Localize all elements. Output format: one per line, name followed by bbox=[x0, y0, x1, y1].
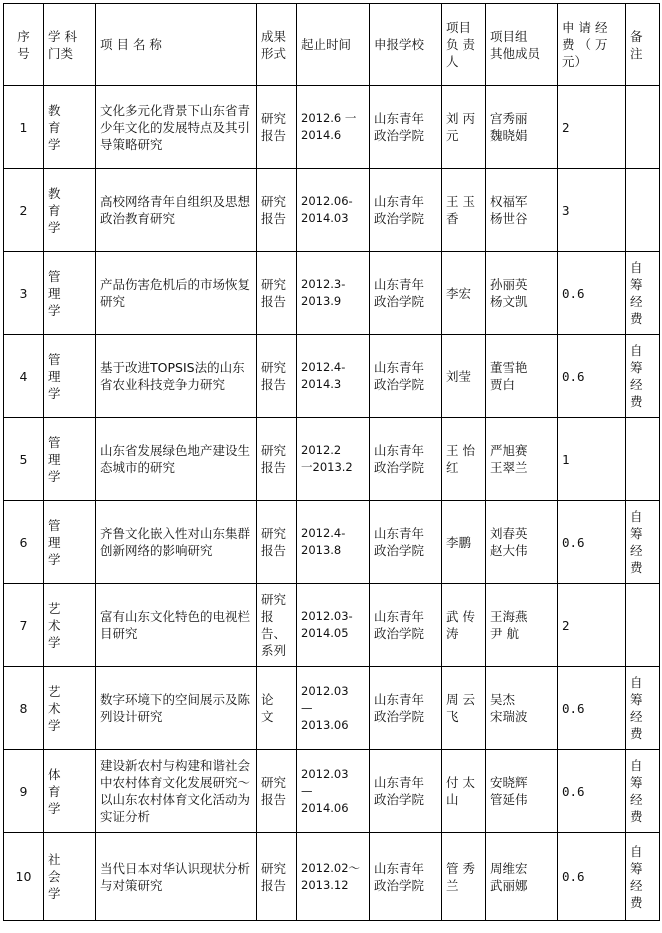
cell-result-form: 研究 报告 bbox=[257, 169, 297, 252]
table-row bbox=[4, 750, 660, 833]
header-members: 项目组 其他成员 bbox=[486, 4, 558, 86]
cell-members: 权福军 杨世谷 bbox=[486, 169, 558, 252]
header-no: 序 号 bbox=[4, 4, 44, 86]
cell-project-name: 文化多元化背景下山东省青少年文化的发展特点及其引导策略研究 bbox=[96, 86, 257, 169]
cell-fund: 2 bbox=[558, 584, 626, 667]
cell-project-name: 数字环境下的空间展示及陈列设计研究 bbox=[96, 667, 257, 750]
header-period: 起止时间 bbox=[297, 4, 370, 86]
table-row bbox=[4, 86, 660, 169]
cell-members: 严旭赛 王翠兰 bbox=[486, 418, 558, 501]
cell-period: 2012.06- 2014.03 bbox=[297, 169, 370, 252]
cell-school: 山东青年 政治学院 bbox=[370, 501, 442, 584]
cell-no: 9 bbox=[4, 750, 44, 833]
cell-project-name: 齐鲁文化嵌入性对山东集群创新网络的影响研究 bbox=[96, 501, 257, 584]
cell-discipline: 管 理 学 bbox=[44, 418, 96, 501]
cell-leader: 付 太 山 bbox=[442, 750, 486, 833]
table-row bbox=[4, 335, 660, 418]
cell-project-name: 基于改进TOPSIS法的山东省农业科技竞争力研究 bbox=[96, 335, 257, 418]
cell-leader: 王 玉 香 bbox=[442, 169, 486, 252]
cell-result-form: 研究 报告 bbox=[257, 501, 297, 584]
cell-school: 山东青年 政治学院 bbox=[370, 667, 442, 750]
cell-members: 安晓辉 管延伟 bbox=[486, 750, 558, 833]
cell-no: 4 bbox=[4, 335, 44, 418]
table-row bbox=[4, 169, 660, 252]
cell-note bbox=[626, 86, 660, 169]
cell-school: 山东青年 政治学院 bbox=[370, 252, 442, 335]
cell-leader: 周 云 飞 bbox=[442, 667, 486, 750]
header-discipline: 学 科 门类 bbox=[44, 4, 96, 86]
cell-note: 自 筹 经 费 bbox=[626, 833, 660, 921]
cell-period: 2012.03 — 2013.06 bbox=[297, 667, 370, 750]
cell-discipline: 教 育 学 bbox=[44, 86, 96, 169]
cell-result-form: 研究 报告 bbox=[257, 335, 297, 418]
cell-fund: 0.6 bbox=[558, 252, 626, 335]
cell-note: 自 筹 经 费 bbox=[626, 750, 660, 833]
cell-school: 山东青年 政治学院 bbox=[370, 584, 442, 667]
cell-project-name: 山东省发展绿色地产建设生态城市的研究 bbox=[96, 418, 257, 501]
cell-fund: 0.6 bbox=[558, 750, 626, 833]
cell-fund: 2 bbox=[558, 86, 626, 169]
cell-result-form: 研究 报告、 系列 bbox=[257, 584, 297, 667]
cell-discipline: 管 理 学 bbox=[44, 335, 96, 418]
cell-period: 2012.3- 2013.9 bbox=[297, 252, 370, 335]
cell-project-name: 建设新农村与构建和谐社会中农村体育文化发展研究～以山东农村体育文化活动为实证分析 bbox=[96, 750, 257, 833]
cell-leader: 李鹏 bbox=[442, 501, 486, 584]
cell-discipline: 体 育 学 bbox=[44, 750, 96, 833]
table-row bbox=[4, 833, 660, 921]
table-row bbox=[4, 252, 660, 335]
cell-discipline: 艺 术 学 bbox=[44, 667, 96, 750]
cell-leader: 管 秀 兰 bbox=[442, 833, 486, 921]
cell-fund: 0.6 bbox=[558, 833, 626, 921]
header-project-name: 项 目 名 称 bbox=[96, 4, 257, 86]
header-row bbox=[4, 4, 660, 86]
cell-leader: 王 怡 红 bbox=[442, 418, 486, 501]
cell-no: 5 bbox=[4, 418, 44, 501]
cell-period: 2012.02～ 2013.12 bbox=[297, 833, 370, 921]
cell-fund: 0.6 bbox=[558, 335, 626, 418]
cell-school: 山东青年 政治学院 bbox=[370, 335, 442, 418]
header-result-form: 成果 形式 bbox=[257, 4, 297, 86]
table-row bbox=[4, 667, 660, 750]
cell-school: 山东青年 政治学院 bbox=[370, 833, 442, 921]
cell-project-name: 产品伤害危机后的市场恢复研究 bbox=[96, 252, 257, 335]
cell-leader: 刘莹 bbox=[442, 335, 486, 418]
cell-note: 自 筹 经 费 bbox=[626, 667, 660, 750]
cell-project-name: 高校网络青年自组织及思想政治教育研究 bbox=[96, 169, 257, 252]
cell-fund: 0.6 bbox=[558, 501, 626, 584]
cell-period: 2012.4- 2014.3 bbox=[297, 335, 370, 418]
cell-result-form: 研究 报告 bbox=[257, 86, 297, 169]
cell-no: 1 bbox=[4, 86, 44, 169]
header-leader: 项目 负 责 人 bbox=[442, 4, 486, 86]
cell-period: 2012.2 一2013.2 bbox=[297, 418, 370, 501]
cell-leader: 武 传 涛 bbox=[442, 584, 486, 667]
cell-discipline: 管 理 学 bbox=[44, 501, 96, 584]
cell-fund: 0.6 bbox=[558, 667, 626, 750]
cell-no: 10 bbox=[4, 833, 44, 921]
cell-school: 山东青年 政治学院 bbox=[370, 418, 442, 501]
cell-result-form: 研究 报告 bbox=[257, 418, 297, 501]
cell-members: 王海燕 尹 航 bbox=[486, 584, 558, 667]
table-row bbox=[4, 418, 660, 501]
cell-note: 自 筹 经 费 bbox=[626, 335, 660, 418]
cell-members: 周维宏 武丽娜 bbox=[486, 833, 558, 921]
cell-school: 山东青年 政治学院 bbox=[370, 86, 442, 169]
cell-members: 董雪艳 贾白 bbox=[486, 335, 558, 418]
cell-members: 孙丽英 杨文凯 bbox=[486, 252, 558, 335]
cell-project-name: 富有山东文化特色的电视栏目研究 bbox=[96, 584, 257, 667]
cell-leader: 刘 丙 元 bbox=[442, 86, 486, 169]
project-table bbox=[3, 3, 660, 921]
header-school: 申报学校 bbox=[370, 4, 442, 86]
cell-leader: 李宏 bbox=[442, 252, 486, 335]
cell-period: 2012.4- 2013.8 bbox=[297, 501, 370, 584]
cell-fund: 1 bbox=[558, 418, 626, 501]
table-row bbox=[4, 584, 660, 667]
cell-discipline: 艺 术 学 bbox=[44, 584, 96, 667]
cell-no: 7 bbox=[4, 584, 44, 667]
cell-project-name: 当代日本对华认识现状分析与对策研究 bbox=[96, 833, 257, 921]
cell-members: 刘春英 赵大伟 bbox=[486, 501, 558, 584]
cell-discipline: 社 会 学 bbox=[44, 833, 96, 921]
cell-note: 自 筹 经 费 bbox=[626, 501, 660, 584]
header-fund: 申 请 经 费 （ 万 元） bbox=[558, 4, 626, 86]
cell-period: 2012.03 — 2014.06 bbox=[297, 750, 370, 833]
cell-discipline: 教 育 学 bbox=[44, 169, 96, 252]
cell-note bbox=[626, 169, 660, 252]
cell-no: 6 bbox=[4, 501, 44, 584]
cell-period: 2012.6 一 2014.6 bbox=[297, 86, 370, 169]
cell-period: 2012.03- 2014.05 bbox=[297, 584, 370, 667]
table-row bbox=[4, 501, 660, 584]
cell-school: 山东青年 政治学院 bbox=[370, 750, 442, 833]
cell-discipline: 管 理 学 bbox=[44, 252, 96, 335]
cell-members: 吴杰 宋瑞波 bbox=[486, 667, 558, 750]
header-note: 备 注 bbox=[626, 4, 660, 86]
cell-result-form: 研究 报告 bbox=[257, 750, 297, 833]
cell-school: 山东青年 政治学院 bbox=[370, 169, 442, 252]
cell-fund: 3 bbox=[558, 169, 626, 252]
cell-result-form: 论 文 bbox=[257, 667, 297, 750]
cell-note: 自 筹 经 费 bbox=[626, 252, 660, 335]
cell-no: 8 bbox=[4, 667, 44, 750]
cell-result-form: 研究 报告 bbox=[257, 833, 297, 921]
cell-note bbox=[626, 584, 660, 667]
cell-no: 3 bbox=[4, 252, 44, 335]
cell-members: 宫秀丽 魏晓娟 bbox=[486, 86, 558, 169]
cell-note bbox=[626, 418, 660, 501]
cell-no: 2 bbox=[4, 169, 44, 252]
cell-result-form: 研究 报告 bbox=[257, 252, 297, 335]
